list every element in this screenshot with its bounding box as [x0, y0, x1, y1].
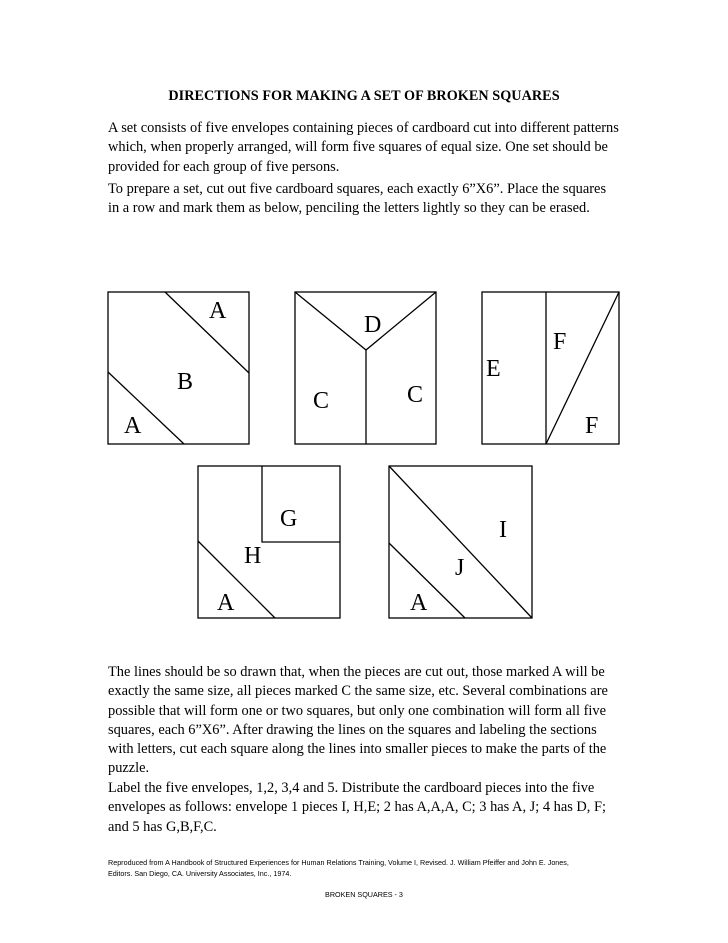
- text-line: provided for each group of five persons.: [108, 158, 340, 175]
- square-1-cut-line: [165, 292, 249, 373]
- text-line: Label the five envelopes, 1,2, 3,4 and 5. Distribute the cardboard pieces into the five: [108, 780, 595, 796]
- square-3-label-f-top: F: [553, 329, 567, 355]
- text-line: A set consists of five envelopes containing pieces of cardboard cut into different patterns: [108, 120, 619, 136]
- source-credit: [108, 858, 569, 879]
- page-title: DIRECTIONS FOR MAKING A SET OF BROKEN SQUARES: [168, 88, 560, 104]
- square-3-outline: [482, 292, 619, 444]
- square-1-label-b: B: [177, 369, 194, 395]
- text-line: and 5 has G,B,F,C.: [108, 818, 217, 835]
- square-2-label-c-left: C: [313, 388, 330, 414]
- page-footer: BROKEN SQUARES - 3: [325, 890, 403, 899]
- credit-line: Editors. San Diego, CA. University Associates, Inc., 1974.: [108, 868, 292, 878]
- square-4-label-h: H: [244, 543, 262, 569]
- square-3-label-f-bottom: F: [585, 413, 599, 439]
- square-3-cut-line: [546, 292, 619, 444]
- text-line: possible that will form one or two squares, but only one combination will form all five: [108, 702, 606, 719]
- square-4-cut-line: [198, 541, 275, 618]
- distribution-paragraph: [108, 779, 628, 837]
- text-line: with letters, cut each square along the lines into smaller pieces to make the parts of the: [108, 741, 607, 758]
- square-1-label-a-bottom: A: [124, 413, 142, 439]
- instructions-paragraph: [108, 663, 628, 779]
- square-2-label-c-right: C: [407, 382, 424, 408]
- square-5-label-i: I: [499, 517, 507, 543]
- text-line: exactly the same size, all pieces marked C the same size, etc. Several combinations are: [108, 683, 608, 700]
- text-line: in a row and mark them as below, penciling the letters lightly so they can be erased.: [108, 200, 590, 217]
- square-4-label-g: G: [280, 506, 298, 532]
- text-line: The lines should be so drawn that, when the pieces are cut out, those marked A will be: [108, 664, 605, 680]
- text-line: puzzle.: [108, 760, 150, 777]
- square-4-label-a: A: [217, 590, 235, 616]
- square-5-label-j: J: [455, 555, 465, 581]
- text-line: envelopes as follows: envelope 1 pieces I, H,E; 2 has A,A,A, C; 3 has A, J; 4 has D, F;: [108, 799, 607, 816]
- text-line: squares, each 6”X6”. After drawing the lines on the squares and labeling the sections: [108, 721, 597, 738]
- text-line: which, when properly arranged, will form five squares of equal size. One set should be: [108, 139, 608, 156]
- square-1-cut-line: [108, 372, 184, 444]
- square-3-label-e: E: [486, 356, 501, 382]
- square-5-label-a: A: [410, 590, 428, 616]
- text-line: To prepare a set, cut out five cardboard squares, each exactly 6”X6”. Place the squares: [108, 181, 607, 197]
- square-2-label-d: D: [364, 312, 382, 338]
- square-1-label-a-top: A: [209, 298, 227, 324]
- credit-line: Reproduced from A Handbook of Structured Experiences for Human Relations Training, Volume I, Revised. J. William Pfeiffer and John E. Jones,: [108, 858, 569, 867]
- square-4-cut-line: [262, 466, 340, 542]
